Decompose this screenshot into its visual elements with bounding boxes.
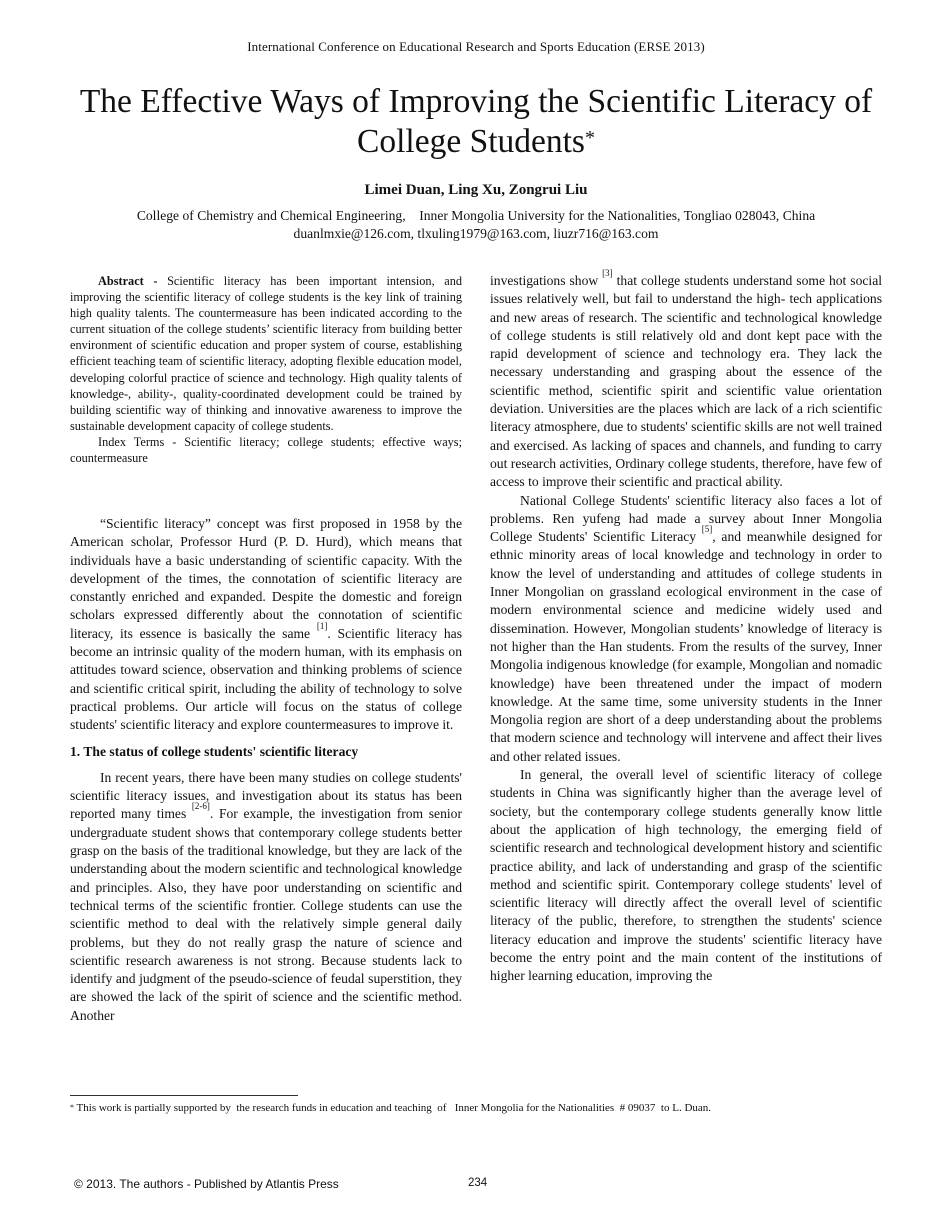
r1-text-b: that college students understand some hot social issues relatively well, but fail to understand the high- tech applications and new areas of research. The scientific and technological knowledge of college students is still relatively old and dont kept pace with the rapid development of science and technology era. They lack the necessary understanding and grasping about the essence of the scientific method, scientific spirit and scientific value orientation deviation. Universities are the places which are lack of a rich scientific literacy atmosphere, due to students' scientific skills are not well trained and exercised. As lacking of spaces and channels, and funding to carry out research activities, Ordinary college students, therefore, have few of access to improve their scientific and practical ability. [490,273,883,490]
affiliation: College of Chemistry and Chemical Engineering, Inner Mongolia University for the Nationalities, Tongliao 028043, China [136,208,816,223]
citation-ref: [3] [602,268,613,278]
title-footnote-mark: * [584,127,595,149]
paper-title [60,82,892,162]
author-list: Limei Duan, Ling Xu, Zongrui Liu [364,182,588,198]
s1-text-a: In recent years, there have been many studies on college students' scientific literacy issues, and investigation about its status has been reported many times [70,769,462,822]
right-column [490,268,883,986]
general-paragraph: In general, the overall level of scientific literacy of college students in China was significantly higher than the average level of society, but the contemporary college students generally know little about the application of high technology, the emerging field of scientific research and technological development history and scientific practice ability, and lack of understanding and grasp of the scientific method and scientific spirit. Contemporary college students' level of scientific literacy will directly affect the overall level of scientific literacy of the public, therefore, to strengthen the students' science literacy education and improve the students' scientific literacy have become the entry point and the main content of the institutions of higher learning education, improving the [490,767,882,984]
citation-ref: [2-6] [191,801,210,812]
page-number: 234 [468,1177,488,1189]
intro-text-a: “Scientific literacy” concept was first proposed in 1958 by the American scholar, Professor Hurd (P. D. Hurd), which means that individuals have a basic understanding of scientific capacity. With the development of the times, the connotation of scientific literacy are constantly enriched and expanded. Despite the domestic and foreign scholars expressed differently about the connotation of scientific literacy, its essence is basically the same [70,516,462,641]
mongolia-paragraph [490,492,882,766]
citation-ref: [1] [316,620,328,631]
copyright-notice: © 2013. The authors - Published by Atlantis Press [74,1177,339,1191]
r1-text-a: investigations show [490,273,603,288]
footnote-text: This work is partially supported by the research funds in education and teaching of Inner Mongolia for the Nationalities # 09037 to L. Duan. [74,1102,712,1114]
title-text: The Effective Ways of Improving the Scientific Literacy of College Students [79,83,873,160]
r2-text-b: , and meanwhile designed for ethnic minority areas of local knowledge and technology in order to know the level of understanding and attitudes of college students in Inner Mongolian on grassland ecological environment in the case of modern environmental science and medicine widely used and dissemination. However, Mongolian students’ knowledge of literacy is not higher than the Han students. From the results of the survey, Inner Mongolia indigenous knowledge (for example, Mongolian and nomadic knowledge) have been threatened under the impact of modern knowledge. At the same time, some university students in the Inner Mongolia region are short of a deep understanding about the problems that modern science and technology will intervene and affect their lives and other related issues. [490,529,882,764]
abstract-paragraph [70,273,462,434]
footnote-rule [70,1095,298,1096]
s1-text-b: . For example, the investigation from senior undergraduate student shows that contemporary college students better grasp on the basis of the traditional knowledge, but they are lack of the understanding about the modern scientific and technological knowledge and principles. Also, they have poor understanding on scientific and technical terms of the scientific frontier. College students can use the scientific method to deal with the relatively simple general daily problems, but they do not really grasp the nature of science and scientific research awareness is not strong. Because students lack to identify and judgment of the pseudo-science of feudal superstition, they are showed the lack of the spirit of science and the scientific method. Another [70,806,462,1023]
r2-text-a: National College Students' scientific literacy also faces a lot of problems. Ren yufeng had made a survey about Inner Mongolia College Students' Scientific Literacy [490,492,882,545]
affiliation-block [40,207,912,243]
section1-paragraph [70,769,462,1025]
author-emails: duanlmxie@126.com, tlxuling1979@163.com, liuzr716@163.com [293,226,659,241]
footnote-mark: * [70,1103,74,1112]
citation-ref: [5] [701,524,713,535]
intro-text-b: . Scientific literacy has become an intrinsic quality of the modern human, with its emphasis on attitudes toward science, observation and thinking problems of science and scientific critical spirit, including the ability of technology to solve practical problems. Our article will focus on the status of college students' scientific literacy and explore countermeasures to improve it. [70,625,462,733]
intro-paragraph [70,515,462,735]
abstract-block [70,273,462,466]
conference-header: International Conference on Educational Research and Sports Education (ERSE 2013) [247,39,705,54]
footnote [70,1101,912,1115]
abstract-label: Abstract - [98,274,158,288]
continued-paragraph [490,268,883,492]
abstract-text: Scientific literacy has been important intension, and improving the scientific literacy of college students is the key link of training high quality talents. The countermeasure has been indicated according to the current situation of the college students’ scientific literacy from building better environment of scientific education and proper system of course, establishing efficient teaching team of scientific literacy, adopting flexible education model, developing colorful practice of science and technology. High quality talents of knowledge-, ability-, quality-coordinated development could be trained by building scientific way of thinking and innovative awareness to improve the sustainable development capacity of college students. [70,274,463,433]
section-heading: 1. The status of college students' scientific literacy [70,743,359,759]
left-column [70,515,462,1025]
index-terms: Index Terms - Scientific literacy; college students; effective ways; countermeasure [70,434,462,466]
